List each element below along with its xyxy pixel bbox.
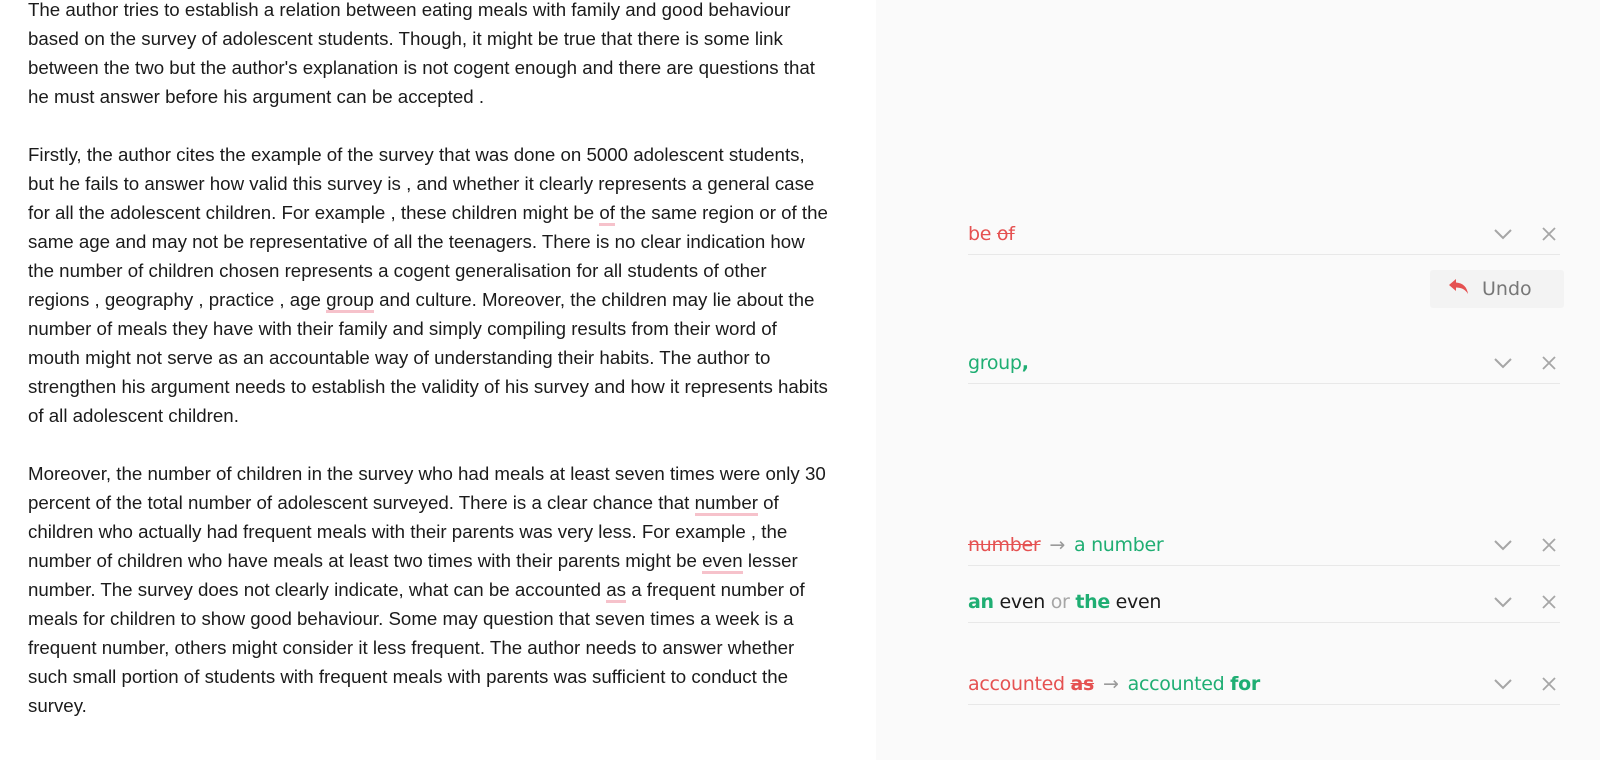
- suggestion-text: accounted as → accounted for: [968, 673, 1260, 695]
- suggestion-text: an even or the even: [968, 591, 1162, 613]
- removed-word: number: [968, 534, 1041, 556]
- close-icon[interactable]: [1538, 352, 1560, 374]
- suggestion-card-add-comma[interactable]: [968, 343, 1560, 384]
- flagged-word-even[interactable]: even: [702, 550, 743, 574]
- removed-word: of: [996, 223, 1015, 245]
- arrow-icon: →: [1103, 673, 1119, 695]
- flagged-word-number[interactable]: number: [695, 492, 758, 516]
- flagged-word-group[interactable]: group: [326, 289, 374, 313]
- close-icon[interactable]: [1538, 534, 1560, 556]
- chevron-down-icon[interactable]: [1492, 534, 1514, 556]
- added-word: for: [1230, 673, 1260, 695]
- removed-word: as: [1070, 673, 1095, 695]
- suggestion-card-accounted-for[interactable]: [968, 664, 1560, 705]
- close-icon[interactable]: [1538, 223, 1560, 245]
- suggestion-card-a-number[interactable]: [968, 525, 1560, 566]
- close-icon[interactable]: [1538, 673, 1560, 695]
- suggestion-card-remove-of[interactable]: [968, 214, 1560, 255]
- undo-label: Undo: [1482, 278, 1532, 300]
- undo-arrow-icon: [1448, 278, 1470, 301]
- paragraph-2: Firstly, the author cites the example of the survey that was done on 5000 adolescent students, but he fails to answer how valid this survey is , and whether it clearly represents a general case for all the adolescent children. For example , these children might be of the same region or of the same age and may not be representative of all the teenagers. There is no clear indication how the number of children chosen represents a cogent generalisation for all students of other regions , geography , practice , age group and culture. Moreover, the children may lie about the number of meals they have with their family and simply compiling results from their word of mouth might not serve as an accountable way of understanding their habits. The author to strengthen his argument needs to establish the validity of his survey and how it represents habits of all adolescent children.: [28, 144, 828, 426]
- suggestion-text: be of: [968, 223, 1015, 245]
- close-icon[interactable]: [1538, 591, 1560, 613]
- undo-button[interactable]: [1430, 270, 1564, 308]
- chevron-down-icon[interactable]: [1492, 591, 1514, 613]
- essay-text: [28, 0, 828, 720]
- suggestions-panel: [876, 0, 1600, 760]
- replacement-text: a number: [1073, 534, 1164, 556]
- chevron-down-icon[interactable]: [1492, 223, 1514, 245]
- suggestion-card-article-even[interactable]: [968, 582, 1560, 623]
- suggestion-text: [968, 534, 1468, 556]
- chevron-down-icon[interactable]: [1492, 352, 1514, 374]
- added-punctuation: ,: [1021, 352, 1029, 374]
- flagged-word-of[interactable]: of: [599, 202, 615, 226]
- paragraph-3: Moreover, the number of children in the survey who had meals at least seven times were only 30 percent of the total number of adolescent surveyed. There is a clear chance that number of children who actually had frequent meals with their parents was very less. For example , the number of children who have meals at least two times with their parents might be even lesser number. The survey does not clearly indicate, what can be accounted as a frequent number of meals for children to show good behaviour. Some may question that seven times a week is a frequent number, others might consider it less frequent. The author needs to answer whether such small portion of students with frequent meals with parents was sufficient to conduct the survey.: [28, 463, 826, 716]
- flagged-word-as[interactable]: as: [606, 579, 626, 603]
- chevron-down-icon[interactable]: [1492, 673, 1514, 695]
- option-the[interactable]: the: [1075, 591, 1110, 613]
- suggestion-text: group,: [968, 352, 1029, 374]
- paragraph-1: The author tries to establish a relation between eating meals with family and good behaviour based on the survey of adolescent students. Though, it might be true that there is some link between the two but the author's explanation is not cogent enough and there are questions that he must answer before his argument can be accepted .: [28, 0, 815, 107]
- arrow-icon: →: [1049, 534, 1065, 556]
- option-an[interactable]: an: [968, 591, 994, 613]
